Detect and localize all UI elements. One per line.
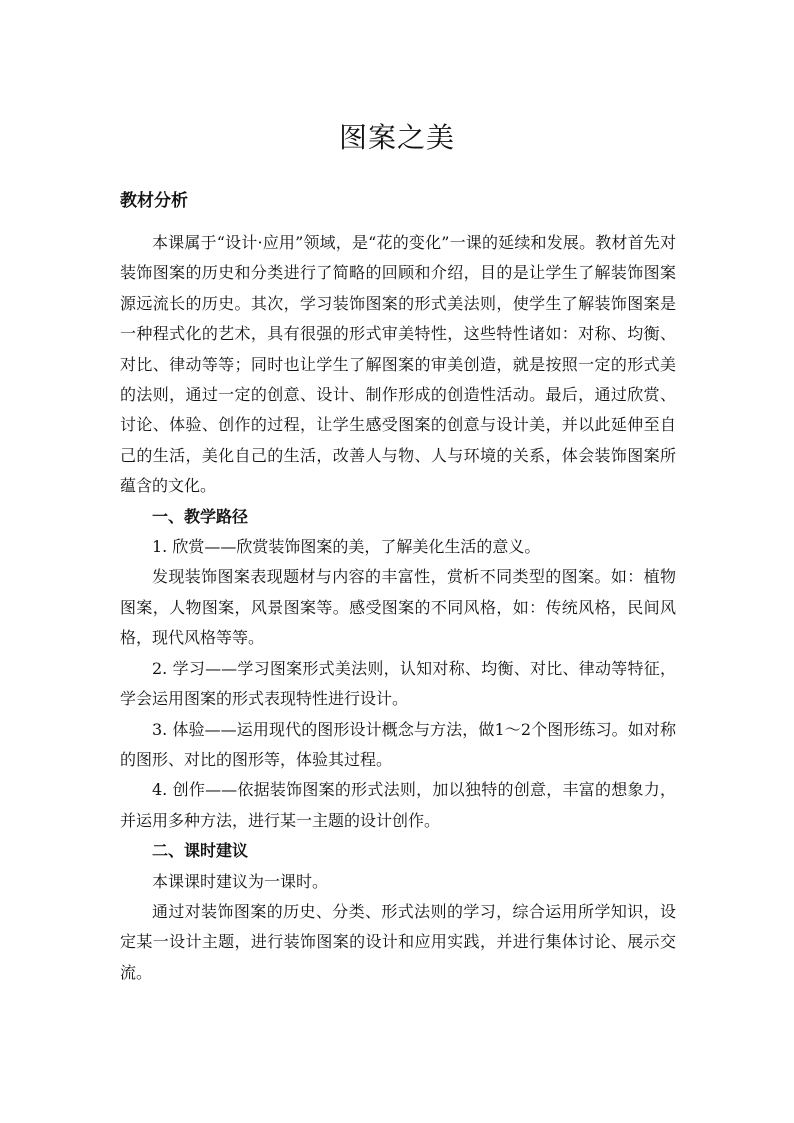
step-experience: 3. 体验——运用现代的图形设计概念与方法，做1～2个图形练习。如对称的图形、对比的图形等，体验其过程。	[120, 719, 676, 769]
heading-class-hours: 二、课时建议	[152, 841, 249, 861]
document-body	[120, 228, 676, 988]
intro-paragraph: 本课属于“设计·应用”领域，是“花的变化”一课的延续和发展。教材首先对装饰图案的历史和分类进行了简略的回顾和介绍，目的是让学生了解装饰图案源远流长的历史。其次，学习装饰图案的形式美法则，使学生了解装饰图案是一种程式化的艺术，具有很强的形式审美特性，这些特性诸如：对称、均衡、对比、律动等等；同时也让学生了解图案的审美创造，就是按照一定的形式美的法则，通过一定的创意、设计、制作形成的创造性活动。最后，通过欣赏、讨论、体验、创作的过程，让学生感受图案的创意与设计美，并以此延伸至自己的生活，美化自己的生活，改善人与物、人与环境的关系，体会装饰图案所蕴含的文化。	[120, 233, 676, 496]
class-hours-detail: 通过对装饰图案的历史、分类、形式法则的学习，综合运用所学知识，设定某一设计主题，进行装饰图案的设计和应用实践，并进行集体讨论、展示交流。	[120, 901, 676, 982]
section-heading-material-analysis: 教材分析	[120, 191, 188, 211]
step-appreciate: 1. 欣赏——欣赏装饰图案的美，了解美化生活的意义。	[152, 537, 541, 557]
class-hours-suggestion: 本课课时建议为一课时。	[152, 871, 329, 891]
step-create: 4. 创作——依据装饰图案的形式法则，加以独特的创意，丰富的想象力，并运用多种方法，进行某一主题的设计创作。	[120, 780, 676, 830]
heading-teaching-path: 一、教学路径	[152, 506, 249, 526]
page-title: 图案之美	[338, 121, 455, 154]
step-appreciate-detail: 发现装饰图案表现题材与内容的丰富性，赏析不同类型的图案。如：植物图案，人物图案，风景图案等。感受图案的不同风格，如：传统风格，民间风格，现代风格等等。	[120, 567, 676, 648]
step-learn: 2. 学习——学习图案形式美法则，认知对称、均衡、对比、律动等特征，学会运用图案的形式表现特性进行设计。	[120, 658, 676, 709]
